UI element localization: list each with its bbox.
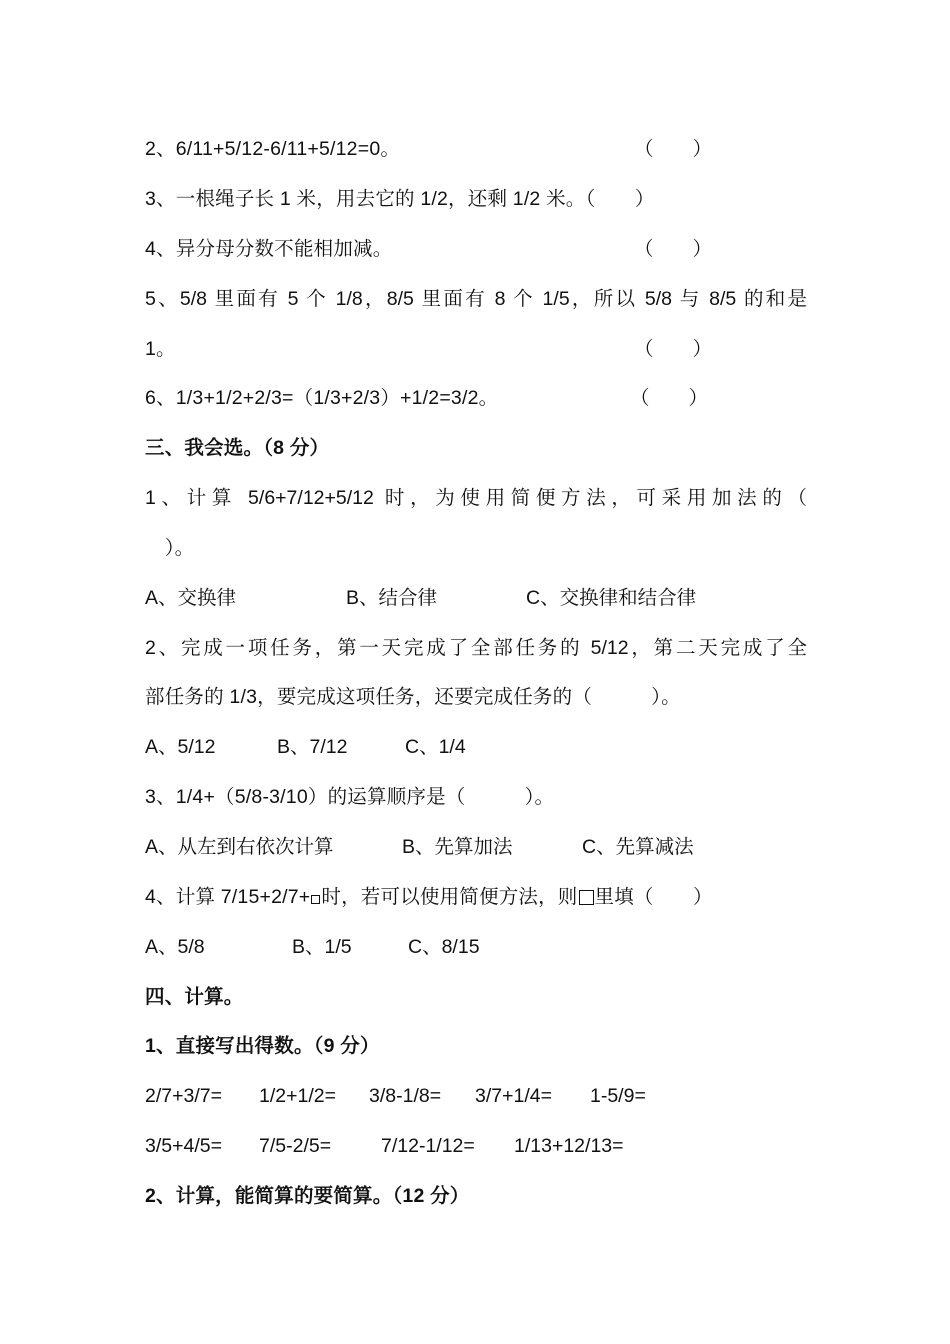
- calc-row2-item-3: 7/12-1/12=: [381, 1135, 475, 1157]
- choose-q4-text: [145, 880, 713, 914]
- choose-q1-line1: 1、计算 5/6+7/12+5/12 时，为使用简便方法，可采用加法的（: [145, 487, 807, 509]
- choose-q2-option-c[interactable]: C、1/4: [405, 736, 466, 758]
- calc-row2-item-2: 7/5-2/5=: [259, 1135, 332, 1157]
- calc-sub2-heading: 2、计算，能简算的要简算。（12 分）: [145, 1185, 470, 1207]
- choose-q4-text-part-c: 里填（ ）: [594, 886, 713, 908]
- judge-q6-text: 6、1/3+1/2+2/3=（1/3+2/3）+1/2=3/2。: [145, 387, 499, 409]
- calc-row1-item-5: 1-5/9=: [590, 1085, 646, 1107]
- choose-q4-option-a[interactable]: A、5/8: [145, 936, 205, 958]
- section-heading-calculate: 四、计算。: [145, 986, 244, 1008]
- empty-box-icon: [311, 895, 320, 904]
- choose-q3-option-a[interactable]: A、从左到右依次计算: [145, 836, 334, 858]
- choose-q4-text-part-b: 时，若可以使用简便方法，则: [321, 886, 578, 908]
- calc-row2-item-4: 1/13+12/13=: [514, 1135, 624, 1157]
- judge-q6-answer-blank[interactable]: （ ）: [630, 387, 709, 409]
- choose-q3-option-c[interactable]: C、先算减法: [582, 836, 694, 858]
- choose-q4-text-part-a: 4、计算 7/15+2/7+: [145, 886, 311, 908]
- choose-q2-option-b[interactable]: B、7/12: [277, 736, 348, 758]
- judge-q3-text: 3、一根绳子长 1 米，用去它的 1/2，还剩 1/2 米。（ ）: [145, 188, 655, 210]
- calc-row1-item-3: 3/8-1/8=: [369, 1085, 442, 1107]
- choose-q1-option-a[interactable]: A、交换律: [145, 587, 237, 609]
- judge-q2-answer-blank[interactable]: （ ）: [634, 138, 713, 160]
- judge-q4-answer-blank[interactable]: （ ）: [634, 238, 713, 260]
- empty-box-icon: [579, 890, 594, 905]
- judge-q5-line1: 5、5/8 里面有 5 个 1/8，8/5 里面有 8 个 1/5，所以 5/8 与 8/5 的和是: [145, 288, 807, 310]
- calc-row2-item-1: 3/5+4/5=: [145, 1135, 222, 1157]
- choose-q3-text: 3、1/4+（5/8-3/10）的运算顺序是（ ）。: [145, 786, 555, 808]
- judge-q5-line2: 1。: [145, 338, 176, 360]
- choose-q3-option-b[interactable]: B、先算加法: [402, 836, 513, 858]
- choose-q4-option-c[interactable]: C、8/15: [408, 936, 480, 958]
- choose-q2-line1: 2、完成一项任务，第一天完成了全部任务的 5/12，第二天完成了全: [145, 637, 807, 659]
- judge-q5-answer-blank[interactable]: （ ）: [634, 338, 713, 360]
- choose-q2-option-a[interactable]: A、5/12: [145, 736, 216, 758]
- calc-row1-item-2: 1/2+1/2=: [259, 1085, 336, 1107]
- section-heading-choose: 三、我会选。（8 分）: [145, 437, 330, 459]
- calc-sub1-heading: 1、直接写出得数。（9 分）: [145, 1035, 380, 1057]
- choose-q4-option-b[interactable]: B、1/5: [292, 936, 352, 958]
- choose-q1-option-c[interactable]: C、交换律和结合律: [526, 587, 697, 609]
- calc-row1-item-4: 3/7+1/4=: [475, 1085, 552, 1107]
- choose-q2-line2: 部任务的 1/3，要完成这项任务，还要完成任务的（ ）。: [145, 686, 681, 708]
- calc-row1-item-1: 2/7+3/7=: [145, 1085, 222, 1107]
- choose-q1-option-b[interactable]: B、结合律: [346, 587, 438, 609]
- choose-q1-line2: ）。: [145, 537, 195, 559]
- judge-q2-text: 2、6/11+5/12-6/11+5/12=0。: [145, 138, 401, 160]
- judge-q4-text: 4、异分母分数不能相加减。: [145, 238, 393, 260]
